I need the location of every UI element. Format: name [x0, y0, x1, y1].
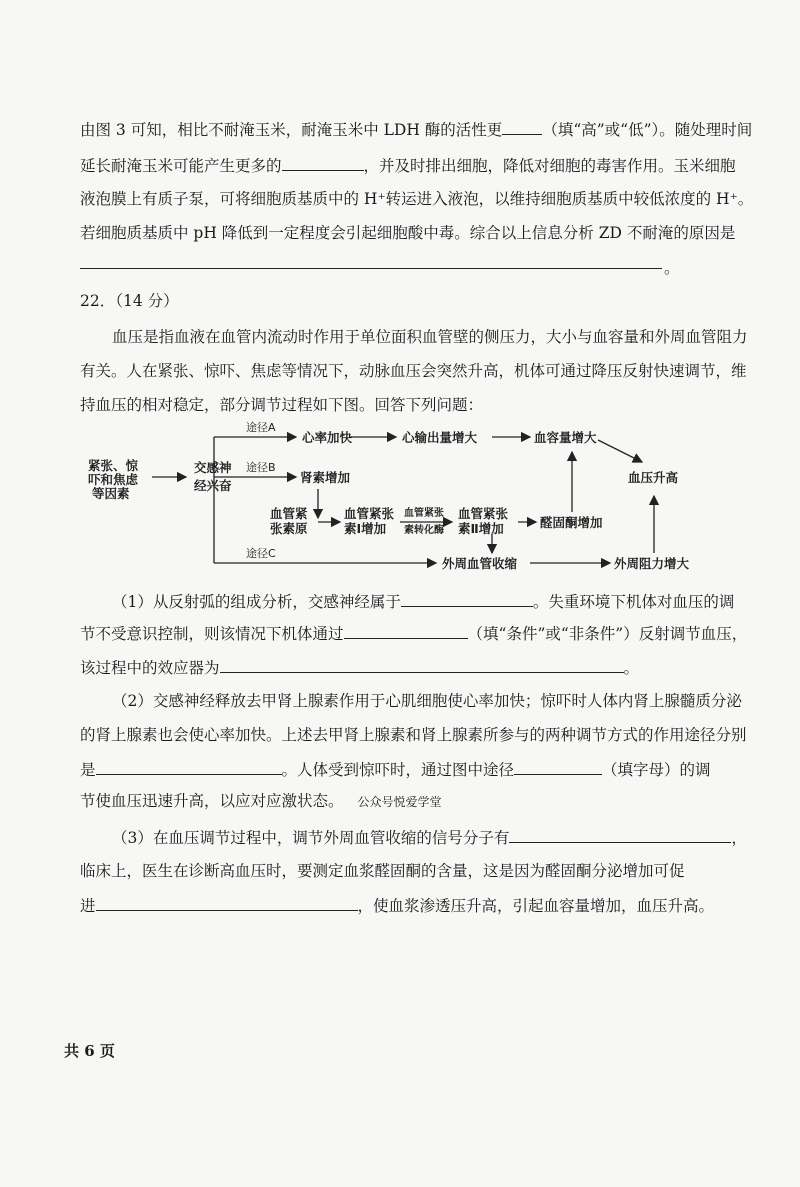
- answer-blank[interactable]: [502, 118, 542, 135]
- text: （1）从反射弧的组成分析，交感神经属于: [112, 593, 401, 611]
- q22-intro-3: 持血压的相对稳定，部分调节过程如下图。回答下列问题：: [80, 396, 484, 414]
- text: 。失重环境下机体对血压的调: [532, 593, 735, 611]
- answer-blank[interactable]: [282, 154, 364, 171]
- stimulus-line-2: 吓和焦虑: [88, 472, 139, 487]
- answer-blank[interactable]: [96, 758, 282, 775]
- q2-line-4: [80, 790, 740, 813]
- text: 进: [80, 897, 96, 915]
- q21-line-2: [80, 154, 740, 177]
- angiotensinogen-line-2: 张素原: [270, 521, 308, 536]
- stimulus-line-1: 紧张、惊: [88, 458, 139, 473]
- q1-line-2: [80, 622, 748, 645]
- text: （填字母）的调: [602, 761, 711, 779]
- q21-line-4: 若细胞质基质中 pH 降低到一定程度会引起细胞酸中毒。综合以上信息分析 ZD 不耐淹的原因是: [80, 224, 736, 242]
- q22-heading: 22．（14 分）: [80, 292, 179, 310]
- q21-line-1: [80, 118, 753, 141]
- ang1-line-1: 血管紧张: [344, 506, 395, 521]
- q21-line-3: 液泡膜上有质子泵，可将细胞质基质中的 H⁺转运进入液泡，以维持细胞质基质中较低浓度的 H⁺。: [80, 190, 754, 208]
- q22-intro-1: 血压是指血液在血管内流动时作用于单位面积血管壁的侧压力，大小与血容量和外周血管阻力: [112, 328, 748, 346]
- nerve-line-1: 交感神: [194, 460, 232, 475]
- answer-blank[interactable]: [344, 622, 468, 639]
- ang2-line-1: 血管紧张: [458, 506, 509, 521]
- q21-period: 。: [664, 259, 680, 277]
- cardiac-output-node: 心输出量增大: [402, 430, 478, 445]
- stimulus-line-3: 等因素: [92, 486, 130, 501]
- q1-line-1: [112, 590, 740, 613]
- q3-line-2: 临床上，医生在诊断高血压时，要测定血浆醛固酮的含量，这是因为醛固酮分泌增加可促: [80, 862, 685, 880]
- text: 节使血压迅速升高，以应对应激状态。: [80, 792, 344, 810]
- text: 该过程中的效应器为: [80, 659, 220, 677]
- answer-blank[interactable]: [509, 826, 731, 843]
- q2-line-1: （2）交感神经释放去甲肾上腺素作用于心肌细胞使心率加快；惊吓时人体内肾上腺髓质分泌: [112, 692, 742, 710]
- blood-volume-node: 血容量增大: [534, 430, 597, 445]
- text: （3）在血压调节过程中，调节外周血管收缩的信号分子有: [112, 829, 510, 847]
- q2-line-2: 的肾上腺素也会使心率加快。上述去甲肾上腺素和肾上腺素所参与的两种调节方式的作用途径分别: [80, 726, 747, 744]
- q1-line-3: [80, 656, 740, 679]
- text: 延长耐淹玉米可能产生更多的: [80, 157, 282, 175]
- ang2-line-2: 素Ⅱ增加: [458, 521, 504, 536]
- answer-blank[interactable]: [514, 758, 602, 775]
- aldosterone-node: 醛固酮增加: [540, 515, 603, 530]
- text: ，: [731, 829, 747, 847]
- path-c-label: 途径C: [246, 547, 276, 560]
- answer-blank[interactable]: [96, 894, 358, 911]
- resistance-node: 外周阻力增大: [614, 556, 690, 571]
- text: （填“条件”或“非条件”）反射调节血压，: [467, 625, 748, 643]
- angiotensinogen-line-1: 血管紧: [270, 506, 308, 521]
- ang1-line-2: 素Ⅰ增加: [344, 521, 387, 536]
- watermark-text: 公众号悦爱学堂: [357, 795, 442, 809]
- ace-line-1: 血管紧张: [404, 508, 444, 519]
- text: （填“高”或“低”）。随处理时间: [542, 121, 753, 139]
- heart-rate-node: 心率加快: [302, 430, 353, 445]
- renin-node: 肾素增加: [300, 470, 351, 485]
- text: 。人体受到惊吓时，通过图中途径: [281, 761, 515, 779]
- page-footer: 共 6 页: [64, 1042, 115, 1060]
- ace-line-2: 素转化酶: [404, 525, 444, 536]
- text: 。: [623, 659, 640, 677]
- nerve-line-2: 经兴奋: [194, 478, 232, 493]
- q2-line-3: [80, 758, 740, 781]
- path-a-label: 途径A: [246, 421, 276, 434]
- text: ，使血浆渗透压升高，引起血容量增加，血压升高。: [357, 897, 715, 915]
- text: 节不受意识控制，则该情况下机体通过: [80, 625, 344, 643]
- answer-blank[interactable]: [401, 590, 533, 607]
- arrow-bv-bp: [598, 440, 642, 462]
- text: 由图 3 可知，相比不耐淹玉米，耐淹玉米中 LDH 酶的活性更: [80, 121, 503, 139]
- answer-blank[interactable]: [220, 656, 624, 673]
- bp-rise-node: 血压升高: [628, 470, 679, 485]
- q22-intro-2: 有关。人在紧张、惊吓、焦虑等情况下，动脉血压会突然升高，机体可通过降压反射快速调节，维: [80, 362, 747, 380]
- text: ，并及时排出细胞，降低对细胞的毒害作用。玉米细胞: [363, 157, 736, 175]
- vasoconstriction-node: 外周血管收缩: [442, 556, 518, 571]
- text: 是: [80, 761, 96, 779]
- q3-line-3: [80, 894, 740, 917]
- q3-line-1: [112, 826, 747, 849]
- path-b-label: 途径B: [246, 461, 276, 474]
- answer-blank-long[interactable]: [80, 268, 662, 269]
